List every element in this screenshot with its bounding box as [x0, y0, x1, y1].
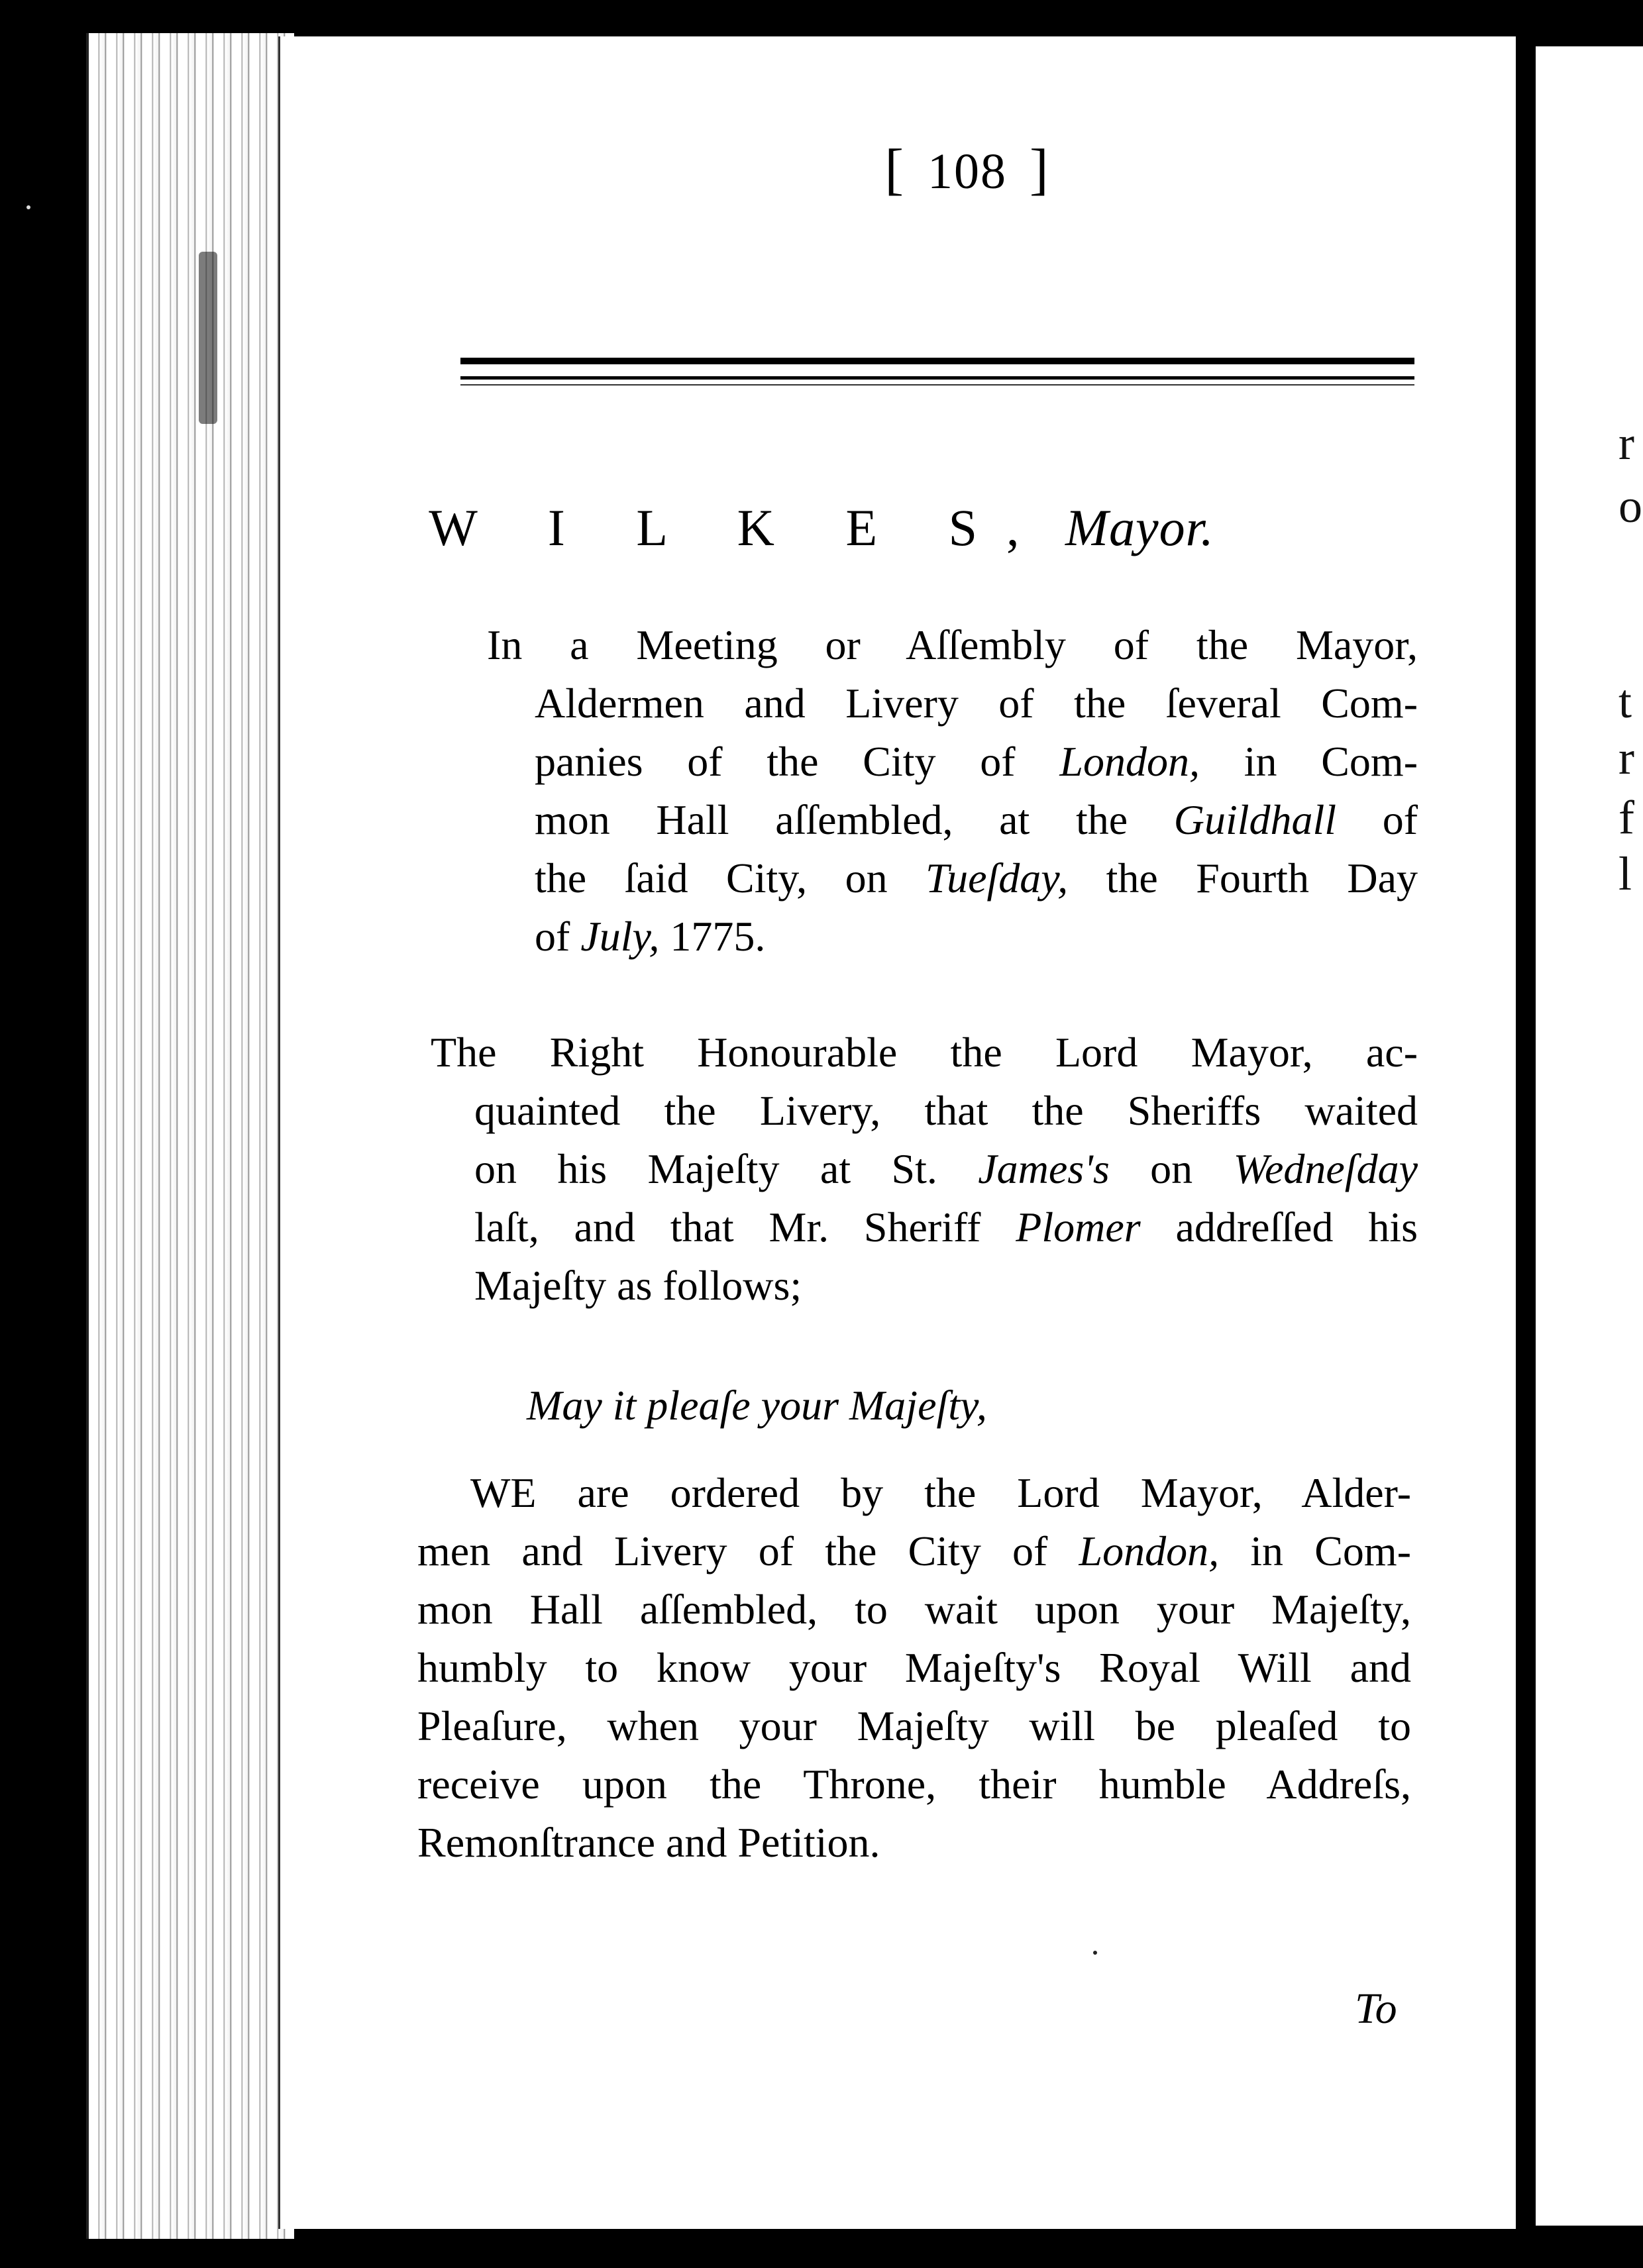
page-number — [835, 136, 1100, 202]
lord-mayor-paragraph — [431, 1023, 1418, 1315]
meeting-paragraph — [487, 616, 1418, 966]
catchword: To — [1355, 1984, 1397, 2033]
text-line: quainted the Livery, that the Sheriffs waited — [474, 1087, 1418, 1134]
facing-letter: t — [1618, 675, 1632, 728]
page-edges — [86, 33, 294, 2239]
header-rule-thin — [460, 376, 1414, 380]
text-line: In a Meeting or Aſſembly of the Mayor, — [487, 621, 1418, 668]
text-line: on his Majeſty at St. James's on Wedneſday — [474, 1145, 1418, 1192]
text-line: The Right Honourable the Lord Mayor, ac- — [431, 1029, 1418, 1076]
bracket-close: ] — [1030, 137, 1050, 201]
text-line: laſt, and that Mr. Sheriff Plomer addreſſed his — [474, 1204, 1418, 1251]
facing-letter: r — [1618, 417, 1634, 470]
month-july: July, — [580, 913, 660, 960]
bracket-open: [ — [884, 137, 905, 201]
scan-speck — [26, 205, 30, 209]
facing-letter: o — [1618, 480, 1642, 533]
salutation: May it pleaſe your Majeſty, — [527, 1382, 987, 1429]
address-paragraph — [417, 1464, 1411, 1872]
text-line: WE are ordered by the Lord Mayor, Alder- — [470, 1469, 1411, 1516]
heading-title: Mayor. — [1065, 499, 1214, 556]
page-number-value: 108 — [928, 144, 1007, 199]
text-line: mon Hall aſſembled, to wait upon your Majeſty, — [417, 1586, 1411, 1633]
heading-name: W I L K E S, — [429, 499, 1049, 556]
text-line: of July, 1775. — [535, 913, 766, 960]
text-line: Aldermen and Livery of the ſeveral Com- — [535, 680, 1418, 727]
text-line: humbly to know your Majeſty's Royal Will and — [417, 1644, 1411, 1691]
binding-shadow — [199, 252, 217, 424]
place-london: London, — [1079, 1527, 1220, 1574]
text-line: the ſaid City, on Tueſday, the Fourth Day — [535, 854, 1418, 902]
place-guildhall: Guildhall — [1173, 796, 1337, 843]
text-line: panies of the City of London, in Com- — [535, 738, 1418, 785]
facing-letter: f — [1618, 791, 1634, 844]
header-rule-thick — [460, 358, 1414, 364]
text-line: men and Livery of the City of London, in Com- — [417, 1527, 1412, 1574]
place-st-james: James's — [978, 1145, 1110, 1192]
day-tuesday: Tueſday, — [926, 854, 1069, 902]
day-wednesday: Wedneſday — [1233, 1145, 1418, 1192]
ink-speck — [1093, 1951, 1097, 1955]
text-line: receive upon the Throne, their humble Addreſs, — [417, 1761, 1411, 1808]
text-line: Remonſtrance and Petition. — [417, 1819, 880, 1866]
text-line: Pleaſure, when your Majeſty will be pleaſed to — [417, 1702, 1411, 1749]
section-heading — [0, 498, 1643, 558]
text-line: Majeſty as follows; — [474, 1262, 802, 1309]
facing-letter: l — [1618, 847, 1632, 900]
facing-page — [1536, 46, 1643, 2226]
place-london: London, — [1059, 738, 1200, 785]
name-plomer: Plomer — [1016, 1204, 1141, 1251]
text-line: mon Hall aſſembled, at the Guildhall of — [535, 796, 1418, 843]
header-rule-hairline — [460, 384, 1414, 386]
facing-letter: r — [1618, 731, 1634, 784]
